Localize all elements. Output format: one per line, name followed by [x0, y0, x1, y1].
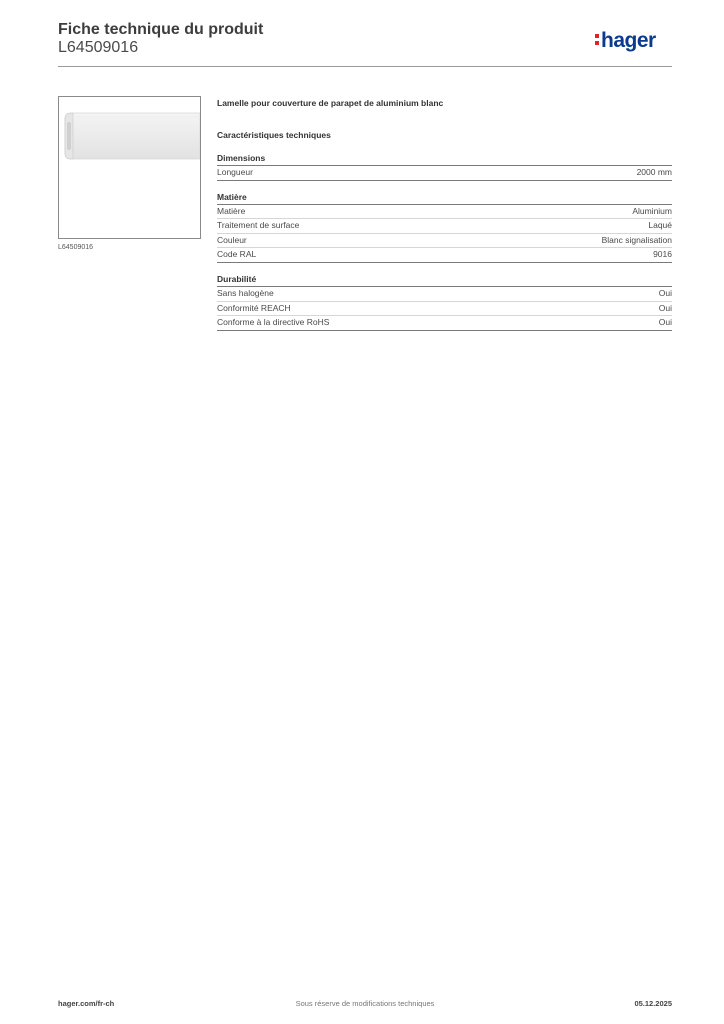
row-value: 2000 mm [636, 167, 672, 177]
row-label: Longueur [217, 167, 253, 177]
table-row [217, 316, 672, 331]
row-value: Oui [658, 317, 672, 328]
section-title: Dimensions [217, 152, 672, 166]
row-label: Conforme à la directive RoHS [217, 317, 330, 328]
row-label: Sans halogène [217, 287, 274, 298]
row-value: Laqué [648, 220, 672, 231]
section-durability [217, 273, 672, 331]
section-dimensions [217, 152, 672, 181]
row-label: Traitement de surface [217, 220, 300, 231]
image-caption: L64509016 [58, 244, 94, 251]
hager-logo[interactable] [595, 30, 656, 51]
footer-website-link[interactable]: hager.com/fr-ch [58, 999, 115, 1008]
footer-notice: Sous réserve de modifications techniques [295, 999, 435, 1008]
row-label: Matière [217, 205, 246, 216]
row-value: Oui [658, 287, 672, 298]
table-row [217, 219, 672, 234]
row-value: Oui [658, 302, 672, 313]
table-row [217, 166, 672, 181]
section-title: Matière [217, 191, 672, 205]
row-label: Code RAL [217, 249, 257, 260]
row-value: 9016 [653, 249, 672, 260]
product-description: Lamelle pour couverture de parapet de aluminium blanc [217, 98, 444, 108]
technical-characteristics-title: Caractéristiques techniques [217, 130, 331, 140]
page-title: Fiche technique du produit [58, 21, 264, 38]
logo-text: hager [601, 29, 656, 52]
table-row [217, 205, 672, 220]
table-row [217, 234, 672, 249]
row-value: Aluminium [632, 205, 672, 216]
section-material [217, 191, 672, 263]
section-title: Durabilité [217, 273, 672, 287]
table-row [217, 248, 672, 263]
product-reference: L64509016 [58, 39, 139, 56]
page-footer [58, 999, 672, 1011]
row-value: Blanc signalisation [601, 234, 672, 245]
lamella-profile-icon [59, 97, 200, 238]
table-row [217, 287, 672, 302]
row-label: Conformité REACH [217, 302, 291, 313]
product-details [217, 96, 672, 331]
row-label: Couleur [217, 234, 247, 245]
table-row [217, 302, 672, 317]
logo-dots-icon [595, 32, 599, 46]
product-image [58, 96, 201, 239]
footer-date: 05.12.2025 [634, 999, 672, 1008]
header-divider [58, 66, 672, 67]
